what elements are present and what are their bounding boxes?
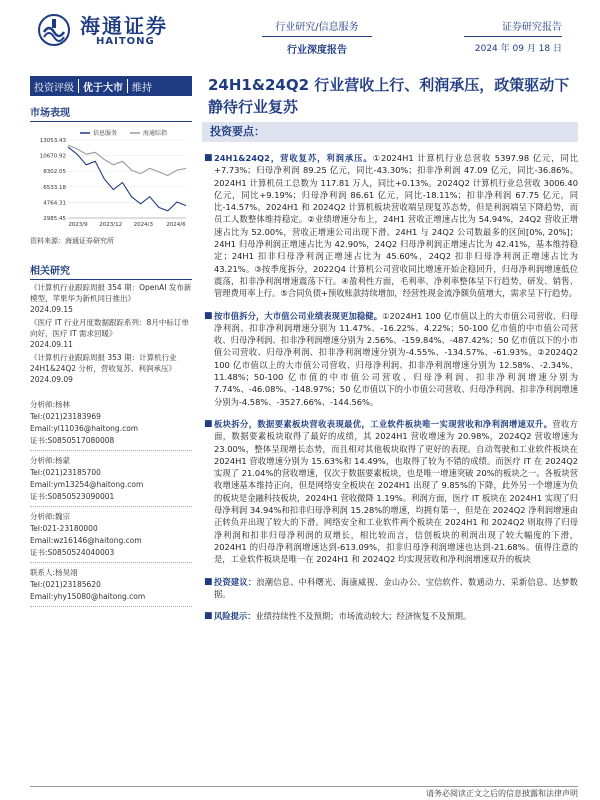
analyst-name: 分析师:杨林 [30, 400, 71, 409]
point-paragraph [202, 576, 578, 601]
point-lead: 24H1&24Q2，营收复苏，利润承压。 [214, 153, 373, 163]
bullet-icon: ■ [204, 418, 213, 429]
y-tick-label: 13053.43 [39, 138, 66, 144]
point-lead: 投资建议： [214, 576, 257, 587]
point-lead: 板块拆分，数据要素板块营收表现最优，工业软件板块唯一实现营收和净利润增速双升。 [214, 418, 553, 429]
related-item-date: 2024.09.11 [30, 340, 73, 349]
analyst-email[interactable]: Email:yl11036@haitong.com [30, 424, 139, 433]
y-tick-label: 6533.18 [43, 184, 66, 191]
point-text: ①2024H1 100 亿市值以上的大市值公司营收、归母净利润、扣非净利润增速分别为 11.47%、-16.22%、4.22%；50-100 亿市值的中市值公司营收、归母净利润、扣非净利润增速分别为 2.56%、-159.84%、-487.42%；50 亿市值以下的小市值公司营收、归母净利润、扣非净利润增速分别为-4.55%、-134.57%、-61.93%。②2024Q2 100 亿市值以上的大市值公司营收、归母净利润、扣非净利润增速分别为 12.58%、-2.34%、11.48%；50-100 亿市值的中市值公司营收、归母净利润、扣非净利润增速分别为 7.74%、-46.08%、-148.97%；50 亿市值以下的小市值公司营收、归母净利润、扣非净利润增速分别为-4.58%、-3527.66%、-144.56%。 [214, 310, 578, 407]
point-lead: 风险提示： [214, 611, 256, 622]
market-chart-svg [30, 126, 192, 234]
rating-status: 维持 [132, 82, 152, 94]
point-text: 业绩持续性不及预期；市场流动较大；经济恢复不及预期。 [255, 611, 472, 622]
analyst-name: 分析师:魏宗 [30, 512, 71, 521]
related-item-title[interactable]: 《医疗 IT 行业月度数据跟踪系列：8月中标订单向好，医疗 IT 需求回暖》 [30, 318, 189, 338]
analyst-name: 联系人:杨昊翊 [30, 568, 78, 577]
report-header [0, 0, 600, 62]
rating-label: 投资评级 [34, 82, 74, 94]
point-paragraph [202, 610, 578, 622]
related-item[interactable] [30, 352, 192, 385]
analyst-name: 分析师:杨蒙 [30, 456, 71, 465]
bullet-icon: ■ [204, 310, 213, 321]
x-tick-label: 2024/3 [133, 222, 154, 228]
bullet-icon: ■ [204, 576, 213, 587]
analyst-tel: Tel:021-23180000 [30, 524, 98, 533]
report-date: 2024 年 09 月 18 日 [474, 44, 562, 54]
report-meta-block [464, 18, 562, 54]
investment-points-title: 投资要点： [202, 122, 578, 142]
analyst-card [30, 455, 192, 507]
point-paragraph [202, 310, 578, 408]
related-item[interactable] [30, 317, 192, 350]
analyst-card [30, 399, 192, 451]
related-research-title: 相关研究 [30, 262, 192, 280]
logo-english-name: HAITONG [96, 36, 155, 47]
related-research [30, 262, 192, 385]
analyst-cert: 证书:S0850524040003 [30, 548, 115, 557]
rating-bar [30, 76, 192, 96]
x-tick-label: 2023/12 [99, 222, 123, 228]
chart-source: 资料来源：海通证券研究所 [30, 237, 114, 245]
report-category-block [262, 18, 372, 56]
haitong-logo [38, 10, 188, 52]
left-sidebar [30, 100, 192, 611]
x-tick-label: 2023/9 [68, 222, 88, 228]
y-tick-label: 2985.45 [43, 216, 66, 222]
footer-disclaimer: 请务必阅读正文之后的信息披露和法律声明 [426, 789, 578, 798]
legend-label: 海通综指 [143, 130, 168, 137]
point-paragraph [202, 418, 578, 566]
haitong-logo-icon [38, 14, 70, 46]
report-category: 行业研究/信息服务 [262, 18, 372, 37]
y-tick-label: 10670.92 [39, 153, 66, 160]
analyst-list [30, 399, 192, 607]
report-type: 行业深度报告 [287, 45, 347, 56]
analyst-tel: Tel:(021)23185620 [30, 580, 101, 589]
y-tick-label: 8302.05 [43, 169, 66, 176]
analyst-card [30, 567, 192, 607]
series-line [68, 147, 186, 211]
legend-label: 信息服务 [93, 130, 118, 137]
y-tick-label: 4764.31 [43, 200, 66, 207]
analyst-tel: Tel:(021)23185700 [30, 468, 101, 477]
market-performance-title: 市场表现 [30, 104, 192, 122]
logo-chinese-name: 海通证券 [80, 14, 168, 38]
report-title: 24H1&24Q2 行业营收上行、利润承压，政策驱动下静待行业复苏 [208, 76, 570, 116]
market-chart [30, 126, 192, 234]
analyst-email[interactable]: Email:yhy15080@haitong.com [30, 592, 146, 601]
point-text: ①2024H1 计算机行业总营收 5397.98 亿元，同比+7.73%；归母净利润 89.25 亿元，同比-43.30%；扣非净利润 47.09 亿元，同比-36.86%。2024H1 计算机员工总数为 117.81 万人，同比+0.13%。2024Q2 计算机行业总营收 3006.40 亿元，同比+9.19%；归母净利润 86.61 亿元，同比-18.11%；扣非净利润 67.75 亿元，同比-14.57%。2024H1 和 2024Q2 计算机板块营收端呈现复苏态势，但是利润端呈下降趋势，而员工人数整体维持稳定。②业绩增速分布上，24H1 营收正增速占比为 54.94%，24Q2 营收正增速占比为 52.00%，营收正增速公司出现下滑。24H1 与 24Q2 公司数最多的区间[0%, 20%]；24H1 归母净利润正增速占比为 42.90%，24Q2 归母净利润正增速占比为 42.41%，基本维持稳定；24H1 扣非归母净利润正增速占比为 45.60%，24Q2 扣非归母净利润正增速占比为 43.21%。③按季度拆分，2022Q4 计算机公司营收同比增速开始企稳回升，归母净利润增速低位震荡，扣非净利润增速震荡下行。④盈利性方面，毛利率、净利率整体呈下行趋势，研发、销售、管理费用率上行。⑤合同负债+预收账款持续增加，经营性现金流净额负值增大，需求呈下行趋势。 [214, 153, 579, 299]
analyst-cert: 证书:S0850523090001 [30, 492, 115, 501]
related-item-date: 2024.09.15 [30, 305, 73, 314]
investment-points [202, 152, 578, 632]
related-item[interactable] [30, 282, 192, 315]
footer-divider [30, 786, 578, 787]
related-item-title[interactable]: 《计算机行业跟踪周报 353 期：计算机行业 24H1&24Q2 分析，营收复苏、利润承压》 [30, 353, 177, 373]
x-tick-label: 2024/6 [166, 222, 186, 228]
analyst-card [30, 511, 192, 563]
analyst-cert: 证书:S0850517080008 [30, 436, 115, 445]
point-lead: 按市值拆分，大市值公司业绩表现更加稳健。 [214, 310, 383, 321]
doc-type: 证券研究报告 [464, 18, 562, 37]
point-text: 营收方面，数据要素板块取得了最好的成绩，其 2024H1 营收增速为 20.98%，2024Q2 营收增速为 23.00%，整体呈现增长态势，而且相对其他板块取得了更好的表现。自动驾驶和工业软件板块在 2024H1 营收增速分别为 15.63%和 14.49%，也取得了较为不错的成绩。而医疗 IT 在 2024Q2 实现了 21.04%的营收增速，仅次于数据要素板块，也是唯一增速突破 20%的板块之一。各板块营收增速基本维持正向，但是网络安全板块在 2024H1 出现了 9.85%的下降，此外另一个增速为负的板块是金融科技板块，2024H1 营收微降 1.19%。利润方面，医疗 IT 板块在 2024H1 实现了归母净利润 34.94%和扣非归母净利润 15.28%的增速，均拥有第一，但是在 2024Q2 净利润增速由正转负并出现了较大的下滑。网络安全和工业软件两个板块在 2024H1 和 2024Q2 则取得了归母净利润和扣非归母净利润的双增长，相比较而言，信创板块的利润出现了较大幅度的下滑，2024H1 的归母净利润增速达到-613.09%，扣非归母净利润增速也达到-21.68%。值得注意的是，工业软件板块是唯一在 2024H1 和 2024Q2 均实现营收和净利润增速双升的板块 [214, 418, 578, 565]
bullet-icon: ■ [204, 153, 213, 163]
analyst-email[interactable]: Email:wz16146@haitong.com [30, 536, 142, 545]
analyst-tel: Tel:(021)23183969 [30, 412, 101, 421]
related-item-date: 2024.09.09 [30, 375, 73, 384]
analyst-email[interactable]: Email:ym13254@haitong.com [30, 480, 144, 489]
point-text: 浪潮信息、中科曙光、海康威视、金山办公、宝信软件、数通动力、采新信息、达梦数据。 [214, 576, 578, 599]
point-paragraph [202, 152, 578, 300]
rating-value: 优于大市 [83, 82, 123, 94]
related-item-title[interactable]: 《计算机行业跟踪周报 354 期：OpenAI 发布新模型，苹果华为新机同日推出》 [30, 283, 192, 303]
page-footer [0, 786, 600, 800]
bullet-icon: ■ [204, 611, 213, 622]
